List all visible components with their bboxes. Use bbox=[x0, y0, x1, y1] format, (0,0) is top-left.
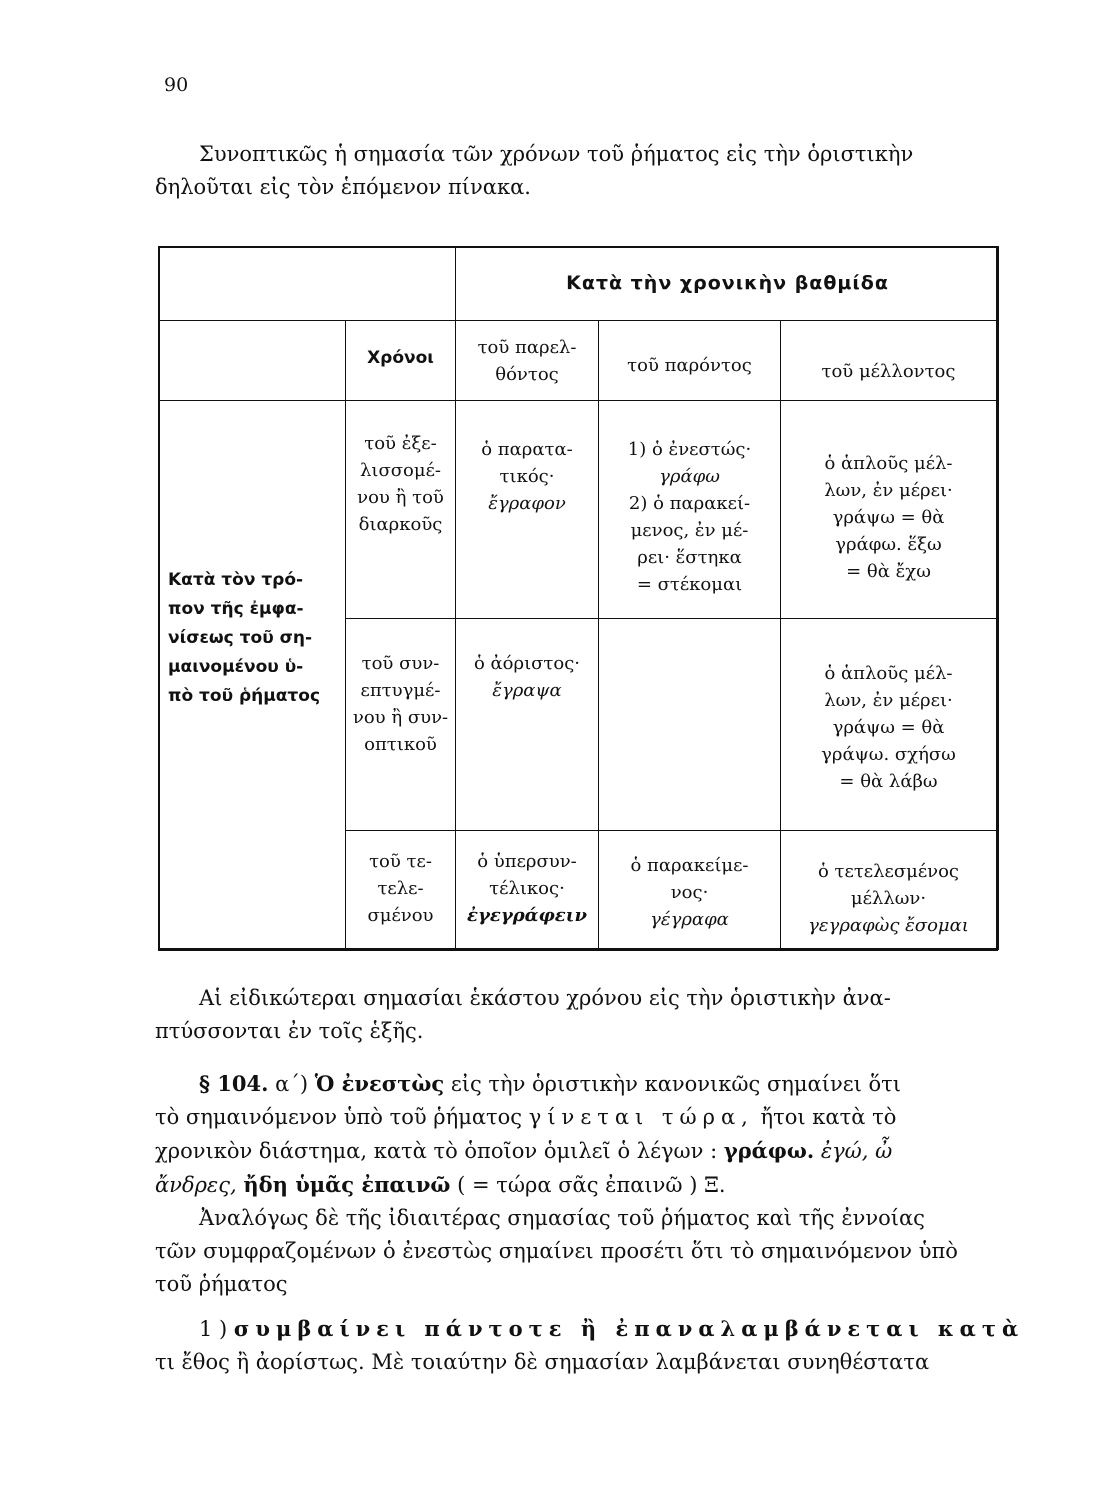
header-past-l2: θόντος bbox=[495, 364, 559, 385]
row3-past-l1: ὁ ὑπερσυν- bbox=[477, 851, 577, 872]
row2-past-l2: ἔγραψα bbox=[492, 680, 562, 701]
row2-future-l3: γράψω = θὰ bbox=[832, 717, 945, 738]
sec104-a: α΄) bbox=[275, 1072, 309, 1096]
row-label-l4: μαινομένου ὑ- bbox=[168, 657, 304, 677]
row1-present-l1: 1) ὁ ἐνεστώς· bbox=[627, 439, 752, 460]
row3-chronos bbox=[346, 848, 455, 929]
row1-past bbox=[456, 436, 598, 517]
point1-line-1 bbox=[155, 1312, 1025, 1346]
header-chronoi: Χρόνοι bbox=[367, 348, 434, 368]
row2-future-l2: λων, ἐν μέρει· bbox=[824, 690, 953, 711]
point1-num: 1 ) bbox=[199, 1317, 228, 1341]
after-table-paragraph bbox=[155, 982, 990, 1048]
rule-header bbox=[160, 320, 996, 321]
row1-present-l5: ρει· ἕστηκα bbox=[637, 547, 742, 568]
row3-past bbox=[456, 848, 598, 929]
row1-chronos-l4: διαρκοῦς bbox=[358, 514, 443, 535]
header-main: Κατὰ τὴν χρονικὴν βαθμίδα bbox=[566, 272, 889, 294]
analogos-line-2: τῶν συμφραζομένων ὁ ἐνεστὼς σημαίνει προσέτι ὅτι τὸ σημαινόμενον ὑπὸ bbox=[155, 1239, 958, 1263]
rule-columns bbox=[160, 400, 996, 401]
sec104-num: § 104. bbox=[199, 1071, 269, 1096]
row1-future-l1: ὁ ἁπλοῦς μέλ- bbox=[824, 453, 953, 474]
row-label-l3: νίσεως τοῦ ση- bbox=[168, 628, 313, 648]
row3-past-l2: τέλικος· bbox=[489, 878, 565, 899]
row1-present-l4: μενος, ἐν μέ- bbox=[630, 520, 749, 541]
row3-present-l1: ὁ παρακείμε- bbox=[630, 855, 749, 876]
row2-chronos-l1: τοῦ συν- bbox=[361, 653, 440, 674]
sec104-l2-a: τὸ σημαινόμενον ὑπὸ τοῦ ῥήματος bbox=[155, 1105, 523, 1129]
row2-future bbox=[781, 660, 996, 795]
sec104-line-1 bbox=[155, 1067, 990, 1101]
row1-past-l2: τικός· bbox=[499, 466, 555, 487]
sec104-l4-andres: ἄνδρες, bbox=[155, 1173, 237, 1197]
vrule-2 bbox=[455, 248, 456, 948]
row1-chronos-l1: τοῦ ἐξε- bbox=[364, 433, 437, 454]
row3-present-l3: γέγραφα bbox=[650, 909, 729, 930]
row3-future-l2: μέλλων· bbox=[850, 888, 927, 909]
row2-chronos-l2: επτυγμέ- bbox=[360, 680, 441, 701]
vrule-1 bbox=[345, 320, 346, 948]
row2-future-l4: γράψω. σχήσω bbox=[821, 744, 956, 765]
row-label-l2: πον τῆς ἐμφα- bbox=[168, 599, 304, 619]
row2-chronos-l4: οπτικοῦ bbox=[364, 734, 437, 755]
table-border-right bbox=[996, 246, 999, 950]
sec104-l1-rest: εἰς τὴν ὁριστικὴν κανονικῶς σημαίνει ὅτι bbox=[450, 1072, 902, 1096]
sec104-l4-c: ( = τώρα σᾶς ἐπαινῶ ) Ξ. bbox=[457, 1173, 726, 1197]
row1-present-l2: γράφω bbox=[659, 466, 720, 487]
analogos-line-1: Ἀναλόγως δὲ τῆς ἰδιαιτέρας σημασίας τοῦ ῥήματος καὶ τῆς ἐννοίας bbox=[199, 1206, 925, 1230]
table-border-left bbox=[158, 246, 160, 950]
row3-present-l2: νος· bbox=[670, 882, 709, 903]
row1-past-l1: ὁ παρατα- bbox=[481, 439, 573, 460]
row1-future bbox=[781, 450, 996, 585]
after-table-line-2: πτύσσονται ἐν τοῖς ἑξῆς. bbox=[155, 1019, 424, 1043]
row-label-l1: Κατὰ τὸν τρό- bbox=[168, 570, 304, 590]
row1-future-l4: γράφω. ἕξω bbox=[835, 534, 942, 555]
row1-present-l3: 2) ὁ παρακεί- bbox=[628, 493, 751, 514]
row1-past-l3: ἔγραφον bbox=[488, 493, 566, 514]
row3-past-l3: ἐγεγράφειν bbox=[467, 905, 587, 926]
intro-paragraph bbox=[155, 138, 990, 204]
point-1-paragraph bbox=[155, 1312, 1025, 1379]
row3-future-l3: γεγραφὼς ἔσομαι bbox=[808, 915, 969, 936]
row3-future bbox=[781, 858, 996, 939]
row1-present bbox=[599, 436, 780, 598]
rule-row-1 bbox=[345, 618, 997, 619]
row3-present bbox=[599, 852, 780, 933]
analogos-paragraph bbox=[155, 1202, 990, 1301]
header-future: τοῦ μέλλοντος bbox=[821, 361, 956, 382]
sec104-term: Ὁ ἐνεστὼς bbox=[314, 1071, 445, 1096]
point1-spaced: συμβαίνει πάντοτε ἢ ἐπαναλαμβάνεται κατὰ bbox=[233, 1316, 1025, 1341]
analogos-line-3: τοῦ ῥήματος bbox=[155, 1272, 288, 1296]
intro-line-1: Συνοπτικῶς ἡ σημασία τῶν χρόνων τοῦ ῥήματος εἰς τὴν ὁριστικὴν bbox=[199, 142, 914, 166]
sec104-l3-a: χρονικὸν διάστημα, κατὰ τὸ ὁποῖον ὁμιλεῖ ὁ λέγων : bbox=[155, 1139, 718, 1163]
row3-chronos-l3: σμένου bbox=[367, 905, 434, 926]
row1-future-l2: λων, ἐν μέρει· bbox=[824, 480, 953, 501]
header-present: τοῦ παρόντος bbox=[627, 355, 752, 376]
sec104-l2-spaced: γίνεται τώρα, bbox=[528, 1105, 754, 1129]
sec104-l3-ego: ἐγώ, ὦ bbox=[820, 1139, 893, 1163]
row1-present-l6: = στέκομαι bbox=[636, 574, 743, 595]
table-border-bottom bbox=[158, 948, 998, 951]
sec104-line-2 bbox=[155, 1101, 990, 1134]
row3-chronos-l2: τελε- bbox=[377, 878, 424, 899]
row2-past bbox=[456, 650, 598, 704]
row1-chronos-l3: νου ἢ τοῦ bbox=[357, 487, 444, 508]
point1-line-2: τι ἔθος ἢ ἀορίστως. Μὲ τοιαύτην δὲ σημασίαν λαμβάνεται συνηθέστατα bbox=[155, 1350, 930, 1374]
page-number: 90 bbox=[164, 74, 189, 96]
rule-row-2 bbox=[345, 830, 997, 831]
intro-line-2: δηλοῦται εἰς τὸν ἑπόμενον πίνακα. bbox=[155, 175, 531, 199]
table-border-top bbox=[158, 246, 998, 248]
header-past bbox=[456, 334, 598, 388]
row1-chronos bbox=[346, 430, 455, 538]
sec104-l4-b: ἤδη ὑμᾶς ἐπαινῶ bbox=[243, 1172, 451, 1197]
row3-future-l1: ὁ τετελεσμένος bbox=[817, 861, 960, 882]
row2-past-l1: ὁ ἀόριστος· bbox=[473, 653, 581, 674]
row2-chronos bbox=[346, 650, 455, 758]
row-label bbox=[168, 566, 344, 711]
row-label-l5: πὸ τοῦ ῥήματος bbox=[168, 686, 321, 706]
section-104 bbox=[155, 1067, 990, 1202]
sec104-line-3 bbox=[155, 1134, 990, 1168]
after-table-line-1: Αἱ εἰδικώτεραι σημασίαι ἑκάστου χρόνου εἰς τὴν ὁριστικὴν ἀνα- bbox=[199, 986, 891, 1010]
sec104-l3-grafo: γράφω. bbox=[723, 1138, 815, 1163]
row1-chronos-l2: λισσομέ- bbox=[360, 460, 441, 481]
row2-future-l5: = θὰ λάβω bbox=[839, 771, 938, 792]
sec104-line-4 bbox=[155, 1168, 990, 1202]
row2-future-l1: ὁ ἁπλοῦς μέλ- bbox=[824, 663, 953, 684]
vrule-4 bbox=[780, 320, 781, 948]
row1-future-l5: = θὰ ἔχω bbox=[846, 561, 931, 582]
row3-chronos-l1: τοῦ τε- bbox=[369, 851, 432, 872]
sec104-l2-b: ἤτοι κατὰ τὸ bbox=[760, 1105, 897, 1129]
row1-future-l3: γράψω = θὰ bbox=[832, 507, 945, 528]
row2-chronos-l3: νου ἢ συν- bbox=[352, 707, 449, 728]
header-past-l1: τοῦ παρελ- bbox=[477, 337, 577, 358]
vrule-3 bbox=[598, 320, 599, 948]
